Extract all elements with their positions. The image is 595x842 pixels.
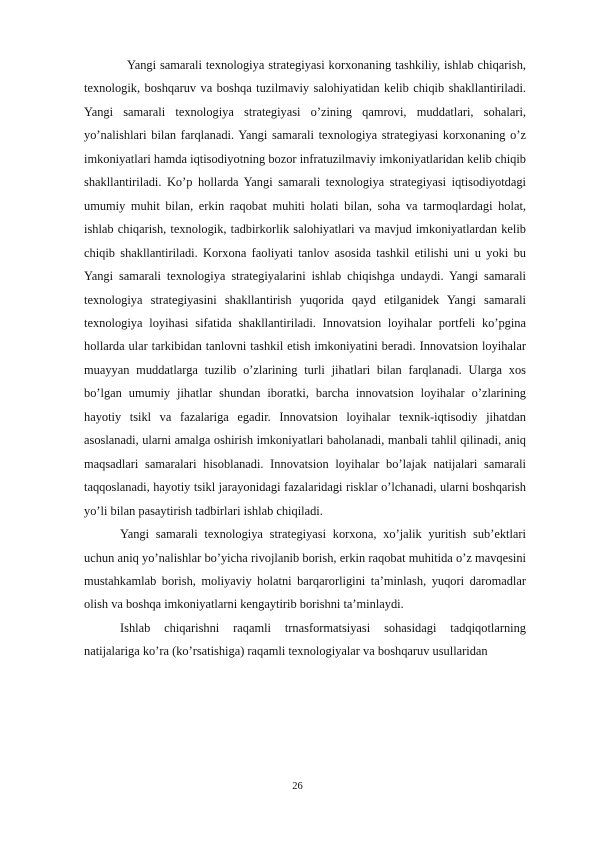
body-text — [84, 54, 526, 664]
paragraph-strategy-benefits: Yangi samarali texnologiya strategiyasi korxona, xo’jalik yuritish sub’ektlari uchun aniq yo’nalishlar bo’yicha rivojlanib borish, erkin raqobat muhitida o’z mavqesini mustahkamlab borish, moliyaviy holatni barqarorligini ta’minlash, yuqori daromadlar olish va boshqa imkoniyatlarni kengaytirib borishni ta’minlaydi. — [84, 527, 526, 612]
page-number: 26 — [292, 781, 303, 792]
paragraph-strategy-overview: Yangi samarali texnologiya strategiyasi korxonaning tashkiliy, ishlab chiqarish, texnologik, boshqaruv va boshqa tuzilmaviy salohiyatidan kelib chiqib shakllantiriladi. Yangi samarali texnologiya strategiyasi o’zining qamrovi, muddatlari, sohalari, yo’nalishlari bilan farqlanadi. Yangi samarali texnologiya strategiyasi korxonaning o’z imkoniyatlari hamda iqtisodiyotning bozor infratuzilmaviy imkoniyatlaridan kelib chiqib shakllantiriladi. Ko’p hollarda Yangi samarali texnologiya strategiyasi iqtisodiyotdagi umumiy muhit bilan, erkin raqobat muhiti holati bilan, soha va tarmoqlardagi holat, ishlab chiqarish, texnologik, tadbirkorlik salohiyatlari va mavjud imkoniyatlardan kelib chiqib shakllantiriladi. Korxona faoliyati tanlov asosida tashkil etilishi uni u yoki bu Yangi samarali texnologiya strategiyalarini ishlab chiqishga undaydi. Yangi samarali texnologiya strategiyasini shakllantirish yuqorida qayd etilganidek Yangi samarali texnologiya loyihasi sifatida shakllantiriladi. Innovatsion loyihalar portfeli ko’pgina hollarda ular tarkibidan tanlovni tashkil etish imkoniyatini beradi. Innovatsion loyihalar muayyan muddatlarga tuzilib o’zlarining turli jihatlari bilan farqlanadi. Ularga xos bo’lgan umumiy jihatlar shundan iboratki, barcha innovatsion loyihalar o’zlarining hayotiy tsikl va fazalariga egadir. Innovatsion loyihalar texnik-iqtisodiy jihatdan asoslanadi, ularni amalga oshirish imkoniyatlari baholanadi, manbali tahlil qilinadi, aniq maqsadlari samaralari hisoblanadi. Innovatsion loyihalar bo’lajak natijalari samarali taqqoslanadi, hayotiy tsikl jarayonidagi fazalaridagi risklar o’lchanadi, ularni boshqarish yo’li bilan pasaytirish tadbirlari ishlab chiqiladi. — [84, 58, 526, 518]
paragraph-digital-transformation: Ishlab chiqarishni raqamli trnasformatsiyasi sohasidagi tadqiqotlarning natijalariga ko’ra (ko’rsatishiga) raqamli texnologiyalar va boshqaruv usullaridan — [84, 620, 526, 659]
